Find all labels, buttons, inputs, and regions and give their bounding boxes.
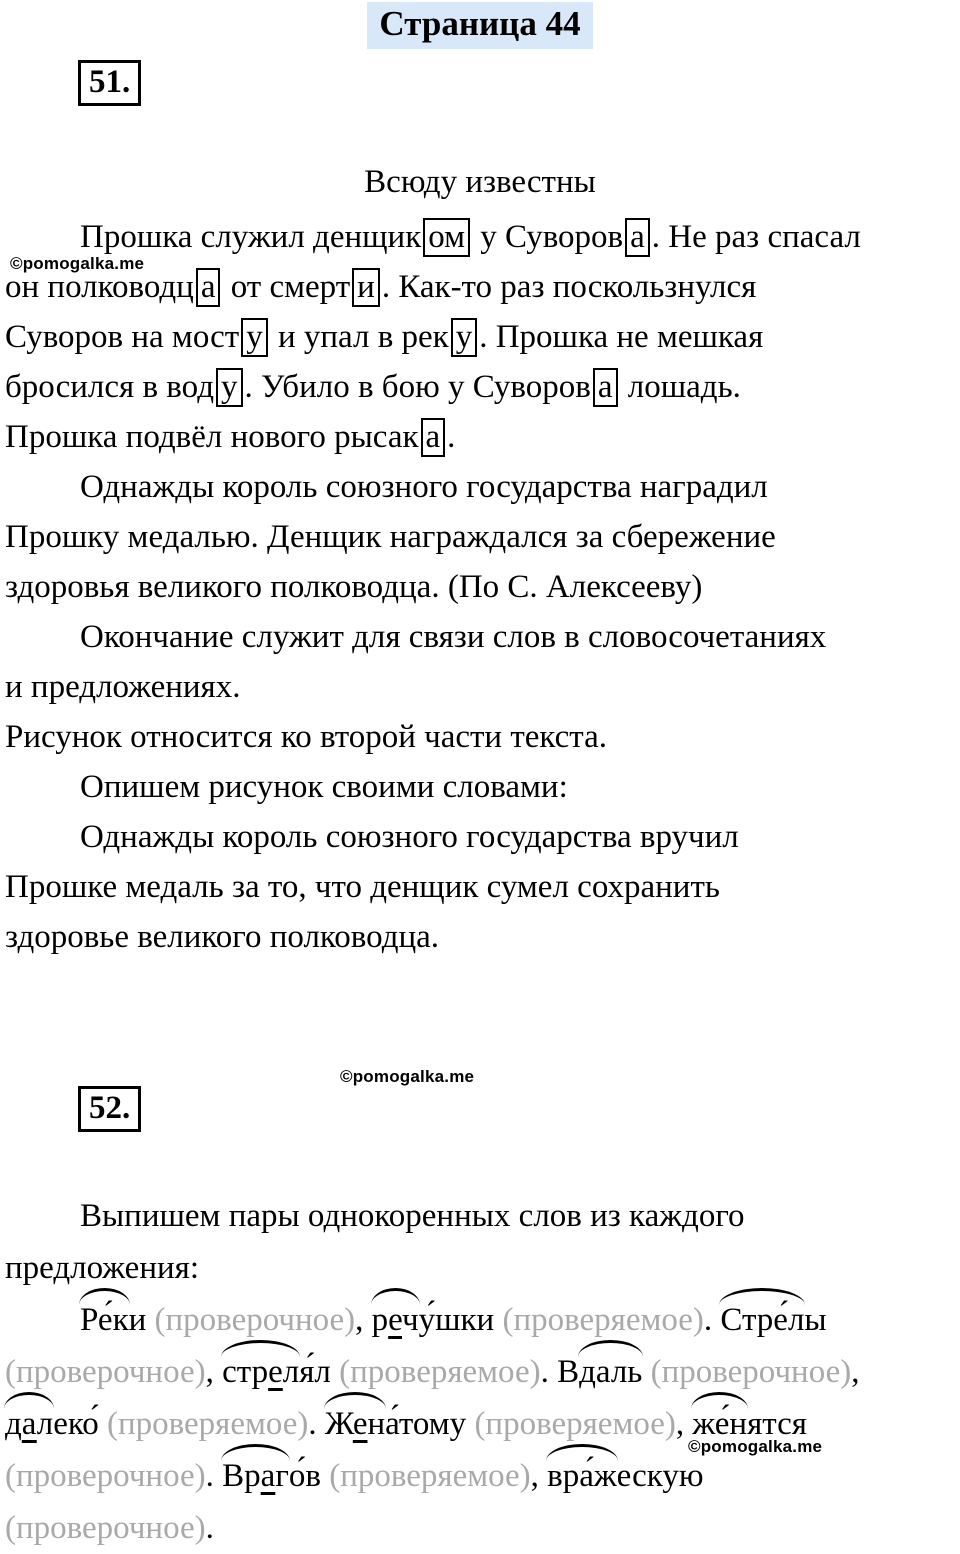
annotation-text: (проверочное) (5, 1458, 206, 1494)
text-run: о́в (288, 1458, 321, 1494)
underlined-letter: е (388, 1302, 402, 1338)
text-run: . (205, 1458, 223, 1494)
text-line (5, 1346, 957, 1398)
text-run: р (371, 1302, 389, 1338)
text-run: . (703, 1302, 721, 1338)
text-run: , (355, 1302, 372, 1338)
text-line (5, 912, 957, 962)
text-run: Выпишем пары однокоренных слов из каждого (80, 1198, 745, 1234)
text-run: , (675, 1406, 693, 1442)
text-run: д (5, 1406, 22, 1442)
text-line (5, 562, 957, 612)
ending-box: у (241, 318, 268, 357)
ending-box: а (593, 368, 618, 407)
text-run: л (282, 1354, 300, 1390)
text-run: . Убило в бою у Суворов (244, 369, 591, 405)
watermark-text: ©pomogalka.me (688, 1437, 823, 1456)
text-run: он полководц (5, 269, 194, 305)
ending-box: а (625, 218, 650, 257)
text-run: . Прошка не мешкая (479, 319, 764, 355)
text-run: , (205, 1354, 223, 1390)
text-run: ы (804, 1302, 827, 1338)
ending-box: у (451, 318, 478, 357)
text-run: у́шки (418, 1302, 495, 1338)
annotation-text: (проверочное) (5, 1510, 206, 1546)
text-line (5, 512, 957, 562)
annotation-text: (проверяемое) (320, 1458, 531, 1494)
exercise-51-heading: Всюду известны (364, 164, 596, 200)
annotation-text: (проверочное) (642, 1354, 852, 1390)
text-line (5, 212, 957, 262)
text-run: В (557, 1354, 580, 1390)
text-line (5, 362, 957, 412)
annotation-text: (проверяемое) (494, 1302, 704, 1338)
text-run: еко́ (53, 1406, 99, 1442)
text-run: ятся (747, 1406, 807, 1442)
underlined-letter: а (21, 1406, 37, 1442)
ending-box: у (216, 368, 243, 407)
text-run: г (275, 1458, 289, 1494)
text-line (5, 412, 957, 462)
text-line (5, 462, 957, 512)
text-run: Однажды король союзного государства наградил (80, 469, 768, 505)
text-line (5, 862, 957, 912)
ending-box: а (421, 418, 446, 457)
page-title-row (0, 2, 960, 49)
text-run: ескую (616, 1458, 704, 1494)
exercise-52-text (5, 1190, 957, 1554)
text-run: Прошка подвёл нового рысак (5, 419, 419, 455)
text-line (5, 1242, 957, 1294)
text-run: н (367, 1406, 386, 1442)
text-run: ч (402, 1302, 419, 1338)
text-run: бросился в вод (5, 369, 214, 405)
underlined-letter: а (260, 1458, 276, 1494)
text-run: , (851, 1354, 860, 1390)
text-line (5, 812, 957, 862)
root-arc (5, 1398, 53, 1450)
annotation-text: (проверяемое) (466, 1406, 676, 1442)
text-run: и предложениях. (5, 669, 241, 705)
exercise-52-number-box: 52. (78, 1086, 141, 1132)
text-run: я́л (299, 1354, 331, 1390)
text-run: Окончание служит для связи слов в словосочетаниях (80, 619, 827, 655)
text-line (5, 612, 957, 662)
text-run: . (540, 1354, 558, 1390)
watermark-text: ©pomogalka.me (10, 254, 145, 273)
watermark-text: ©pomogalka.me (340, 1067, 475, 1086)
root-arc: же́н (692, 1398, 747, 1450)
root-arc (372, 1294, 419, 1346)
underlined-letter: е (352, 1406, 368, 1442)
text-run: а́тому (385, 1406, 467, 1442)
text-run: Ж (324, 1406, 353, 1442)
text-run: от смерт (222, 269, 351, 305)
text-run: Прошка служил денщик (80, 219, 422, 255)
text-run: Прошку медалью. Денщик награждался за сбережение (5, 519, 776, 555)
text-line (5, 662, 957, 712)
ending-box: а (196, 268, 221, 307)
root-arc: вра́ж (547, 1450, 617, 1502)
text-run: Прошке медаль за то, что денщик сумел сохранить (5, 869, 720, 905)
text-run: Однажды король союзного государства вручил (80, 819, 739, 855)
root-arc: Стре́л (720, 1294, 804, 1346)
annotation-text: (проверочное) (146, 1302, 356, 1338)
annotation-text: (проверяемое) (98, 1406, 309, 1442)
text-line (5, 1502, 957, 1554)
root-arc (222, 1346, 299, 1398)
exercise-51-text (5, 212, 957, 962)
text-line (5, 712, 957, 762)
root-arc: даль (579, 1346, 642, 1398)
text-run: лошадь. (619, 369, 741, 405)
text-run: стр (222, 1354, 269, 1390)
text-run: л (36, 1406, 54, 1442)
text-run: здоровья великого полководца. (По С. Алексееву) (5, 569, 703, 605)
text-run: . (308, 1406, 325, 1442)
text-run: у Суворов (472, 219, 624, 255)
text-run: . Не раз спасал (651, 219, 861, 255)
text-run: . (205, 1510, 214, 1546)
text-run: предложения: (5, 1250, 199, 1286)
text-run: Вр (222, 1458, 261, 1494)
ending-box: и (352, 268, 380, 307)
underlined-letter: е (268, 1354, 283, 1390)
annotation-text: (проверочное) (5, 1354, 206, 1390)
annotation-text: (проверяемое) (330, 1354, 541, 1390)
text-run: . Как-то раз поскользнулся (381, 269, 757, 305)
text-run: Опишем рисунок своими словами: (80, 769, 568, 805)
root-arc: Ре́к (80, 1294, 129, 1346)
root-arc (325, 1398, 385, 1450)
text-run: , (530, 1458, 548, 1494)
text-run: здоровье великого полководца. (5, 919, 440, 955)
text-run: Суворов на мост (5, 319, 240, 355)
text-line (5, 262, 957, 312)
text-run: и упал в рек (269, 319, 449, 355)
text-run: Рисунок относится ко второй части текста. (5, 719, 607, 755)
exercise-51-number-box: 51. (78, 60, 141, 106)
text-line (5, 1190, 957, 1242)
page-title: Страница 44 (367, 2, 592, 49)
text-line (5, 312, 957, 362)
text-run: и (128, 1302, 147, 1338)
root-arc (222, 1450, 289, 1502)
ending-box: ом (423, 218, 470, 257)
text-line (5, 762, 957, 812)
text-line (5, 1450, 957, 1502)
text-run: . (447, 419, 456, 455)
text-line (5, 1294, 957, 1346)
